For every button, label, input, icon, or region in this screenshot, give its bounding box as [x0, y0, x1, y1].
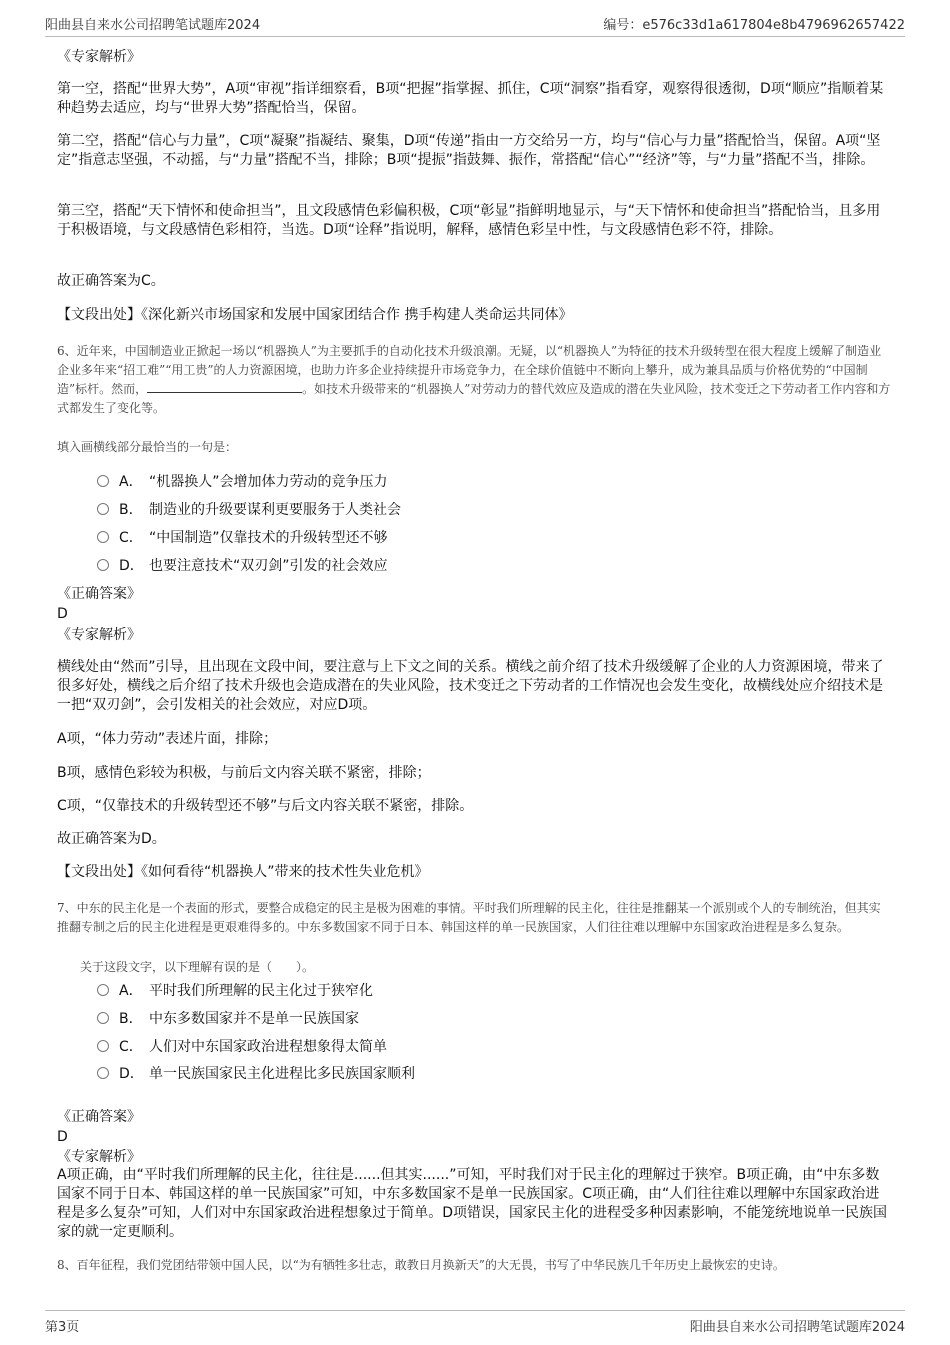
header-title: 阳曲县自来水公司招聘笔试题库2024: [45, 18, 261, 33]
header-serial: 编号：e576c33d1a617804e8b4796962657422: [603, 18, 905, 33]
q6-stem: [57, 342, 892, 418]
q7-answer-label: 《正确答案》: [57, 1109, 141, 1125]
q5-analysis-p3: 第三空，搭配“天下情怀和使命担当”，且文段感情色彩偏积极，C项“彰显”指鲜明地显示，与“天下情怀和使命担当”搭配恰当，且多用于积极语境，与文段感情色彩相符，当选。D项“诠释”指说明，解释，感情色彩呈中性，与文段感情色彩不符，排除。: [57, 203, 881, 238]
radio-icon[interactable]: [97, 984, 109, 996]
radio-icon[interactable]: [97, 503, 109, 515]
q6-source: 【文段出处】《如何看待“机器换人”带来的技术性失业危机》: [57, 864, 429, 880]
q6-expert-label: 《专家解析》: [57, 627, 141, 643]
q6-analysis-c: C项，“仅靠技术的升级转型还不够”与后文内容关联不紧密，排除。: [57, 798, 474, 814]
q6-analysis-a: A项，“体力劳动”表述片面，排除；: [57, 731, 278, 747]
q5-expert-label: 《专家解析》: [57, 49, 141, 65]
q6-option-a[interactable]: A． “机器换人”会增加体力劳动的竞争压力: [97, 472, 388, 492]
q6-blank: [147, 380, 302, 393]
q7-option-a[interactable]: A． 平时我们所理解的民主化过于狭窄化: [97, 981, 373, 1001]
q5-analysis-p1: 第一空，搭配“世界大势”，A项“审视”指详细察看，B项“把握”指掌握、抓住，C项“洞察”指看穿，观察得很透彻，D项“顺应”指顺着某种趋势去适应，均与“世界大势”搭配恰当，保留。: [57, 81, 884, 116]
q6-option-b[interactable]: B． 制造业的升级要谋利更要服务于人类社会: [97, 500, 401, 520]
q6-answer-label: 《正确答案》: [57, 586, 141, 602]
radio-icon[interactable]: [97, 475, 109, 487]
radio-icon[interactable]: [97, 1040, 109, 1052]
radio-icon[interactable]: [97, 1012, 109, 1024]
q5-analysis-p2: 第二空，搭配“信心与力量”，C项“凝聚”指凝结、聚集，D项“传递”指由一方交给另一方，均与“信心与力量”搭配恰当，保留。A项“坚定”指意志坚强，不动摇，与“力量”搭配不当，排除；B项“提振”指鼓舞、振作，常搭配“信心”“经济”等，与“力量”搭配不当，排除。: [57, 133, 881, 168]
q6-answer: D: [57, 606, 68, 622]
q5-source: 【文段出处】《深化新兴市场国家和发展中国家团结合作 携手构建人类命运共同体》: [57, 307, 573, 323]
q7-stem: 7、中东的民主化是一个表面的形式，要整合成稳定的民主是极为困难的事情。平时我们所理解的民主化，往往是推翻某一个派别或个人的专制统治，但其实推翻专制之后的民主化进程是更艰难得多的。中东多数国家不同于日本、韩国这样的单一民族国家，人们往往难以理解中东国家政治进程是多么复杂。: [57, 901, 881, 934]
q7-expert-label: 《专家解析》: [57, 1149, 141, 1165]
q7-option-c[interactable]: C． 人们对中东国家政治进程想象得太简单: [97, 1037, 387, 1057]
q5-conclusion: 故正确答案为C。: [57, 273, 165, 289]
q7-option-b[interactable]: B． 中东多数国家并不是单一民族国家: [97, 1009, 359, 1029]
q6-option-d[interactable]: D． 也要注意技术“双刃剑”引发的社会效应: [97, 556, 388, 576]
q7-prompt: 关于这段文字，以下理解有误的是（ ）。: [80, 960, 315, 974]
q6-prompt: 填入画横线部分最恰当的一句是：: [57, 440, 238, 454]
footer-page-number: 第3页: [45, 1320, 80, 1335]
q6-stem-part1: 6、近年来，中国制造业正掀起一场以“机器换人”为主要抓手的自动化技术升级浪潮。无疑，以“机器换人”为特征的技术升级转型在很大程度上缓解了制造业企业多年来“招工难”“用工贵”的人力资源困境，也助力许多企业持续提升市场竞争力，在全球价值链中不断向上攀升，成为兼具品质与价格优势的“中国制造”标杆。然而，: [57, 344, 882, 396]
radio-icon[interactable]: [97, 531, 109, 543]
q7-answer: D: [57, 1129, 68, 1145]
q6-stem-part2: 。如技术升级带来的“机器换人”对劳动力的替代效应及造成的潜在失业风险，技术变迁之下劳动者工作内容和方式都发生了变化等。: [57, 382, 891, 415]
radio-icon[interactable]: [97, 559, 109, 571]
q7-option-d[interactable]: D． 单一民族国家民主化进程比多民族国家顺利: [97, 1064, 415, 1084]
q7-analysis-p1: A项正确，由“平时我们所理解的民主化，往往是......但其实......”可知，平时我们对于民主化的理解过于狭窄。B项正确，由“中东多数国家不同于日本、韩国这样的单一民族国家”可知，中东多数国家不是单一民族国家。C项正确，由“人们往往难以理解中东国家政治进程是多么复杂”可知，人们对中东国家政治进程想象过于简单。D项错误，国家民主化的进程受多种因素影响，不能笼统地说单一民族国家的就一定更顺利。: [57, 1167, 888, 1240]
radio-icon[interactable]: [97, 1067, 109, 1079]
page-header: [45, 10, 905, 37]
q6-analysis-p1: 横线处由“然而”引导，且出现在文段中间，要注意与上下文之间的关系。横线之前介绍了技术升级缓解了企业的人力资源困境，带来了很多好处，横线之后介绍了技术升级也会造成潜在的失业风险，技术变迁之下劳动者的工作情况也会发生变化，故横线处应介绍技术是一把“双刃剑”，会引发相关的社会效应，对应D项。: [57, 659, 884, 713]
q6-conclusion: 故正确答案为D。: [57, 831, 166, 847]
q8-stem: 8、百年征程，我们党团结带领中国人民，以“为有牺牲多壮志，敢教日月换新天”的大无畏，书写了中华民族几千年历史上最恢宏的史诗。: [57, 1258, 785, 1272]
q6-option-c[interactable]: C． “中国制造”仅靠技术的升级转型还不够: [97, 528, 388, 548]
q6-analysis-b: B项，感情色彩较为积极，与前后文内容关联不紧密，排除；: [57, 765, 431, 781]
page-footer: [45, 1310, 905, 1335]
footer-title: 阳曲县自来水公司招聘笔试题库2024: [689, 1320, 905, 1335]
